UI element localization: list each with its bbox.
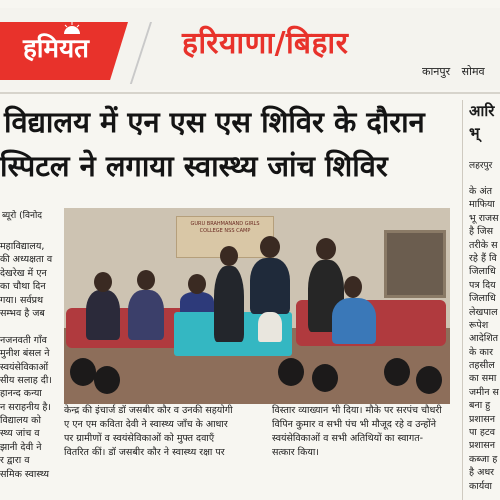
photo-person-head [316, 238, 336, 260]
body-line: तहसील [469, 360, 495, 372]
body-line: स्थ्य जांच व [0, 428, 40, 440]
photo-person-head [188, 274, 206, 294]
body-line: आदेशित [469, 333, 499, 345]
body-line: गया। सर्वप्रथ [0, 294, 44, 306]
body-line: मुनीश बंसल ने [0, 348, 50, 360]
photo-person-head [260, 236, 280, 258]
edition-name: सोमव [461, 65, 485, 78]
audience-head [416, 366, 442, 394]
photo-person-head [220, 246, 238, 266]
photo-person [250, 258, 290, 314]
body-line: पर ग्रामीणों व स्वयंसेविकाओं को मुफ्त दवाएँ [64, 433, 215, 444]
photo-window [384, 230, 446, 298]
body-line: का समा [469, 373, 497, 385]
photo-person [86, 290, 120, 340]
sun-logo-icon [62, 22, 82, 34]
body-line: सम्भव है जब [0, 307, 45, 319]
body-line: रूपेश [469, 319, 489, 331]
body-line: जमीन स [469, 386, 499, 398]
adjacent-byline: लहरपुर [469, 161, 493, 171]
audience-head [312, 364, 338, 392]
body-line: है जिस [469, 226, 493, 238]
body-line: विस्तार व्याख्यान भी दिया। मौके पर सरपंच चौधरी [272, 405, 442, 416]
body-line: बना हु [469, 400, 491, 412]
audience-head [278, 358, 304, 386]
body-line: प्रशासन [469, 413, 496, 425]
body-line: स्वयंसेविकाओं [0, 361, 49, 373]
body-line: पा हटव [469, 427, 495, 439]
adjacent-headline: आरि [469, 102, 495, 120]
body-line: प्रशासन [469, 440, 496, 452]
horizontal-rule [0, 92, 500, 94]
text-column [64, 404, 264, 460]
body-line: सत्कार किया। [272, 447, 319, 458]
photo-person [128, 290, 164, 340]
article-body-left [0, 240, 62, 481]
newspaper-logo: हमियत [23, 34, 89, 64]
body-line: जिलाधि [469, 293, 496, 305]
body-line: लेखपाल [469, 306, 498, 318]
audience-head [70, 358, 96, 386]
body-line: हानन्द कन्या [0, 388, 42, 400]
photo-audience [64, 358, 450, 404]
body-line: के अंत [469, 186, 492, 197]
adjacent-body [463, 185, 500, 493]
photo-person-head [137, 270, 155, 290]
photo-person-head [94, 272, 112, 292]
body-line: समिक स्वास्थ्य [0, 468, 49, 480]
body-line: देखरेख में एन [0, 267, 47, 279]
masthead [0, 8, 500, 90]
news-photo [64, 208, 450, 404]
headline-line: विद्यालय में एन एस एस शिविर के दौरान [4, 105, 425, 139]
text-column [272, 404, 462, 460]
body-line: तरीके स [469, 239, 498, 251]
audience-head [384, 358, 410, 386]
body-line: केन्द्र की इंचार्ज डॉ जसबीर कौर व उनकी सहयोगी [64, 405, 233, 416]
body-line: माफिया [469, 199, 495, 211]
region-title: हरियाणा/बिहार [182, 26, 349, 61]
body-line: कब्जा ह [469, 453, 498, 465]
body-line: स्वयंसेविकाओं व सभी अतिथियों का स्वागत- [272, 433, 424, 444]
body-line: है अधर [469, 467, 495, 479]
body-line: नजनवती गाँव [0, 334, 47, 346]
adjacent-headline: भ् [469, 124, 480, 142]
body-line: विद्यालय को [0, 415, 41, 427]
adjacent-article [462, 100, 500, 500]
body-line: जिलाधि [469, 266, 496, 278]
body-line: का चौथा दिन [0, 281, 46, 293]
photo-person-head [344, 276, 362, 298]
article-headline [0, 100, 460, 188]
body-line: कार्यवा [469, 480, 493, 492]
body-line: वितरित कीं। डॉ जसबीर कौर ने स्वास्थ्य रक्षा पर [64, 447, 225, 458]
body-line [0, 320, 62, 333]
body-line: विपिन कुमार व सभी पंच भी मौजूद रहे व उन्होंने [272, 419, 437, 430]
body-line: भू राजस [469, 212, 499, 224]
audience-head [94, 366, 120, 394]
headline-line: स्पिटल ने लगाया स्वास्थ्य जांच शिविर [0, 149, 388, 183]
body-line: र द्वारा व [0, 455, 30, 467]
body-line: के कार [469, 346, 493, 358]
photo-sofa [66, 308, 186, 348]
edition-list [422, 64, 493, 79]
photo-person [332, 298, 376, 344]
body-line: सीय सलाह दी। [0, 374, 52, 386]
photo-person [258, 312, 282, 342]
banner-text: GURU BRAHMANAND GIRLS COLLEGE NSS CAMP [190, 221, 260, 234]
body-line: झानी देवी ने [0, 441, 42, 453]
body-line: महाविद्यालय, [0, 241, 45, 252]
body-line: न सराहनीय है। [0, 401, 52, 413]
body-line: की अध्यक्षता व [0, 254, 53, 266]
body-line: रहे हैं वि [469, 252, 497, 264]
body-line: पत्र दिय [469, 279, 496, 291]
photo-person [214, 266, 244, 342]
body-line: ए एन एम कविता देवी ने स्वास्थ्य जाँच के आधार [64, 419, 228, 430]
edition-name: कानपुर [422, 65, 451, 78]
article-byline: ब्यूरो (विनोद [2, 211, 43, 221]
